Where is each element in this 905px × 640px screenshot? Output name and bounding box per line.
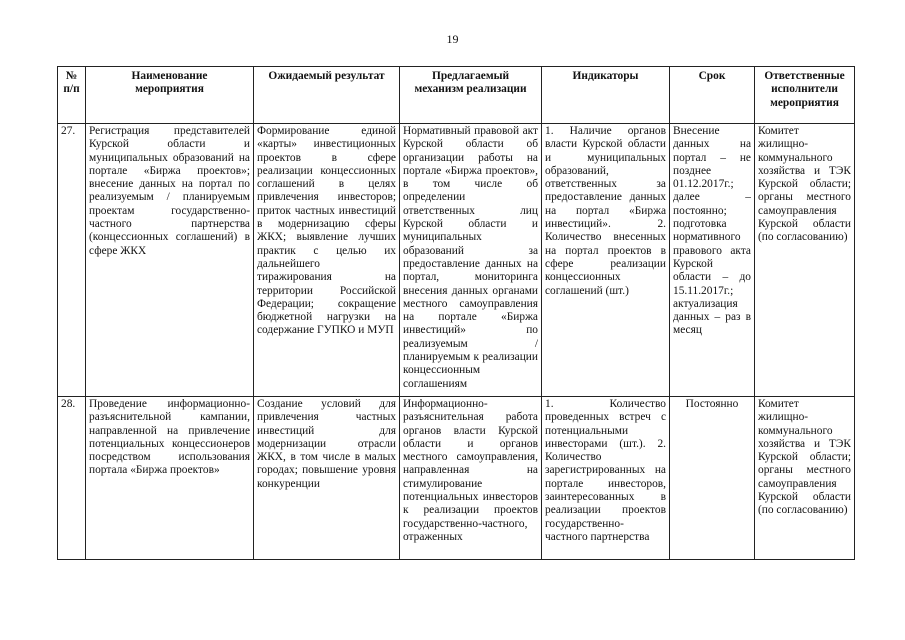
term: Внесение данных на портал – не позднее 01.12.2017г.; далее – постоянно; подготовка нормативного правового акта Курской области – до 15.11.2017г.; актуализация данных – раз в месяц	[670, 124, 755, 397]
table-row	[58, 397, 855, 560]
implementation-mechanism: Информационно-разъяснительная работа органов власти Курской области и органов местного самоуправления, направленная на стимулирование потенциальных инвесторов к реализации проектов государственно-частного, отраженных	[400, 397, 542, 560]
measures-table	[57, 66, 855, 560]
row-number: 27.	[58, 124, 86, 397]
expected-result: Создание условий для привлечения частных инвестиций для модернизации отрасли ЖКХ, в том числе в малых городах; повышение уровня конкуренции	[254, 397, 400, 560]
responsible-executors: Комитет жилищно-коммунального хозяйства и ТЭК Курской области; органы местного самоуправления Курской области (по согласованию)	[755, 124, 855, 397]
measure-name: Проведение информационно-разъяснительной кампании, направленной на привлечение потенциальных концессионеров посредством использования портала «Биржа проектов»	[86, 397, 254, 560]
page-number: 19	[446, 32, 459, 46]
header-name: Наименование мероприятия	[86, 67, 254, 124]
implementation-mechanism: Нормативный правовой акт Курской области об организации работы на портале «Биржа проектов», в том числе об определении ответственных лиц Курской области и муниципальных образований за предоставление данных на портал, мониторинга внесения данных органами местного самоуправления на портале «Биржа инвестиций» по реализуемым / планируемым к реализации концессионным соглашениям	[400, 124, 542, 397]
row-number: 28.	[58, 397, 86, 560]
term: Постоянно	[670, 397, 755, 560]
header-result: Ожидаемый результат	[254, 67, 400, 124]
table-header-row	[58, 67, 855, 124]
header-indicators: Индикаторы	[542, 67, 670, 124]
header-responsible: Ответственные исполнители мероприятия	[755, 67, 855, 124]
header-num: № п/п	[58, 67, 86, 124]
table-row	[58, 124, 855, 397]
expected-result: Формирование единой «карты» инвестиционных проектов в сфере реализации концессионных соглашений в целях привлечения инвесторов; приток частных инвестиций в модернизацию сферы ЖКХ; выявление лучших практик с целью их дальнейшего тиражирования на территории Российской Федерации; сокращение бюджетной нагрузки на содержание ГУПКО и МУП	[254, 124, 400, 397]
header-term: Срок	[670, 67, 755, 124]
indicators: 1. Наличие органов власти Курской области и муниципальных образований, ответственных за предоставление данных на портал «Биржа инвестиций». 2. Количество внесенных на портал проектов в сфере реализации концессионных соглашений (шт.)	[542, 124, 670, 397]
indicators: 1. Количество проведенных встреч с потенциальными инвесторами (шт.). 2. Количество зарегистрированных на портале инвесторов, заинтересованных в реализации проектов государственно-частного партнерства	[542, 397, 670, 560]
responsible-executors: Комитет жилищно-коммунального хозяйства и ТЭК Курской области; органы местного самоуправления Курской области (по согласованию)	[755, 397, 855, 560]
measure-name: Регистрация представителей Курской области и муниципальных образований на портале «Биржа проектов»; внесение данных на портал по реализуемым / планируемым проектам государственно-частного партнерства (концессионных соглашений) в сфере ЖКХ	[86, 124, 254, 397]
header-mechanism: Предлагаемый механизм реализации	[400, 67, 542, 124]
